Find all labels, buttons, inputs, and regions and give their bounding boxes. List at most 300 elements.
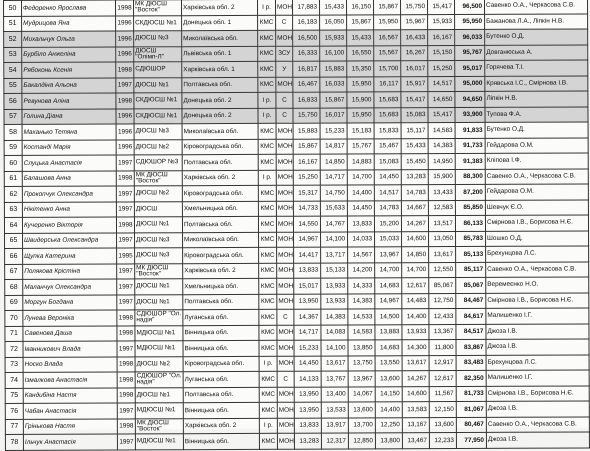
- score-cell: 13,283: [294, 433, 321, 449]
- score-cell: 14,517: [374, 185, 401, 201]
- score-cell: 14,500: [375, 309, 402, 325]
- coach-cell: Савенко О.А., Черкасова С.В.: [484, 0, 587, 14]
- score-cell: 16,150: [346, 0, 373, 15]
- coach-cell: Шошко О.Д.: [486, 230, 589, 246]
- score-cell: 13,833: [294, 418, 321, 434]
- name-cell: Мудрицова Яна: [22, 16, 116, 32]
- rank-cell: КМС: [259, 232, 277, 248]
- score-cell: 15,033: [375, 231, 402, 247]
- score-cell: 11,567: [429, 386, 456, 402]
- score-cell: 14,133: [294, 371, 321, 387]
- rank-cell: КМС: [259, 433, 277, 449]
- society-cell: МОН: [276, 216, 293, 232]
- coach-cell: Брехунцова Л.С.: [486, 246, 589, 262]
- coach-cell: Гейдарова О.М.: [485, 137, 588, 153]
- club-cell: ДЮСШ №2: [135, 356, 183, 372]
- place-cell: 56: [4, 93, 22, 109]
- society-cell: МОН: [276, 77, 293, 93]
- name-cell: Голина Діана: [22, 109, 116, 125]
- place-cell: 71: [5, 326, 23, 342]
- society-cell: С: [277, 371, 294, 387]
- score-cell: 13,967: [348, 371, 375, 387]
- score-cell: 15,417: [401, 92, 428, 108]
- region-cell: Львівська обл. 1: [182, 46, 258, 62]
- region-cell: Полтавська обл.: [182, 154, 258, 170]
- name-cell: Кучеренко Вікторія: [22, 217, 116, 233]
- year-cell: 1998: [117, 310, 135, 326]
- score-cell: 14,733: [293, 201, 320, 217]
- club-cell: СДЮШОР №3: [134, 155, 182, 171]
- rank-cell: I р.: [259, 418, 277, 434]
- year-cell: 1998: [116, 62, 134, 78]
- score-cell: 16,467: [293, 77, 320, 93]
- score-cell: 14,517: [428, 76, 455, 92]
- rank-cell: КМС: [259, 387, 277, 403]
- place-cell: 72: [5, 341, 23, 357]
- score-cell: 13,617: [402, 355, 429, 371]
- total-cell: 91,383: [455, 153, 485, 169]
- year-cell: 1997: [116, 77, 134, 93]
- society-cell: С: [276, 108, 293, 124]
- score-cell: 14,600: [402, 231, 429, 247]
- region-cell: Вінницька обл.: [183, 325, 259, 341]
- club-cell: СКДЮСШ №1: [134, 93, 182, 109]
- score-cell: 13,600: [348, 402, 375, 418]
- coach-cell: Савенко О.А., Черкасова С.В.: [485, 168, 588, 184]
- score-cell: 14,400: [347, 185, 374, 201]
- total-cell: 85,117: [456, 262, 486, 278]
- region-cell: Полтавська обл.: [182, 77, 258, 93]
- score-cell: 16,567: [374, 30, 401, 46]
- club-cell: МК ДЮСШ "Восток": [134, 0, 182, 15]
- year-cell: 1998: [116, 217, 134, 233]
- society-cell: МОН: [275, 0, 292, 15]
- place-cell: 62: [4, 186, 22, 202]
- coach-cell: Крявська І.С., Смірнова І.В.: [485, 75, 588, 91]
- year-cell: 1997: [117, 434, 135, 450]
- score-cell: 15,133: [321, 262, 348, 278]
- region-cell: Кіровоградська обл.: [183, 247, 259, 263]
- year-cell: 1997: [117, 341, 135, 357]
- score-cell: 16,267: [401, 45, 428, 61]
- place-cell: 54: [4, 62, 22, 78]
- score-cell: 15,750: [293, 108, 320, 124]
- club-cell: ДЮСШ №3: [135, 232, 183, 248]
- name-cell: Чабан Анастасія: [23, 403, 117, 419]
- name-cell: Лунева Вероніка: [23, 310, 117, 326]
- place-cell: 63: [4, 202, 22, 218]
- score-cell: 13,833: [347, 216, 374, 232]
- score-cell: 15,450: [401, 154, 428, 170]
- score-cell: 15,317: [293, 185, 320, 201]
- coach-cell: Джоза І.В.: [486, 339, 589, 355]
- score-cell: 14,100: [321, 340, 348, 356]
- coach-cell: Бутенко О.Д.: [485, 122, 588, 138]
- score-cell: 14,033: [348, 231, 375, 247]
- name-cell: Балашова Анна: [22, 171, 116, 187]
- score-cell: 13,600: [429, 417, 456, 433]
- score-cell: 14,717: [320, 169, 347, 185]
- score-cell: 16,167: [428, 30, 455, 46]
- club-cell: СКДЮСШ №1: [134, 15, 182, 31]
- rank-cell: КМС: [259, 325, 277, 341]
- total-cell: 95,767: [455, 45, 485, 61]
- score-cell: 15,867: [347, 14, 374, 30]
- score-cell: 14,700: [375, 262, 402, 278]
- region-cell: Хмельницька обл.: [183, 278, 259, 294]
- name-cell: Маханько Тетяна: [22, 124, 116, 140]
- rank-cell: I р.: [259, 356, 277, 372]
- score-cell: 16,433: [401, 30, 428, 46]
- club-cell: ДЮСШ №2: [134, 186, 182, 202]
- total-cell: 77,950: [456, 432, 486, 448]
- coach-cell: Джоза І.В.: [486, 323, 589, 339]
- rank-cell: КМС: [258, 46, 276, 62]
- place-cell: 68: [5, 279, 23, 295]
- coach-cell: Гейдарова О.М.: [485, 184, 588, 200]
- place-cell: 59: [4, 140, 22, 156]
- score-cell: 14,767: [320, 216, 347, 232]
- score-cell: 13,933: [321, 278, 348, 294]
- score-cell: 14,300: [402, 340, 429, 356]
- year-cell: 1997: [117, 279, 135, 295]
- total-cell: 91,833: [455, 122, 485, 138]
- score-cell: 15,683: [374, 92, 401, 108]
- name-cell: Носко Влада: [23, 357, 117, 373]
- total-cell: 96,033: [455, 29, 485, 45]
- score-cell: 14,650: [428, 92, 455, 108]
- society-cell: МОН: [276, 201, 293, 217]
- score-cell: 13,950: [294, 387, 321, 403]
- score-cell: 14,383: [321, 309, 348, 325]
- score-cell: 14,967: [375, 293, 402, 309]
- society-cell: МОН: [277, 340, 294, 356]
- year-cell: 1995: [117, 248, 135, 264]
- score-cell: 12,250: [375, 417, 402, 433]
- score-cell: 13,400: [321, 386, 348, 402]
- place-cell: 50: [4, 0, 22, 16]
- club-cell: ДЮСШ №1: [135, 387, 183, 403]
- score-cell: 15,417: [427, 0, 454, 14]
- year-cell: 1998: [117, 418, 135, 434]
- score-cell: 15,867: [320, 92, 347, 108]
- score-cell: 15,250: [428, 61, 455, 77]
- rank-cell: КМС: [259, 278, 277, 294]
- coach-cell: Савенко О.А., Черкасова С.В.: [486, 416, 589, 432]
- year-cell: 1997: [116, 201, 134, 217]
- score-cell: 13,967: [375, 247, 402, 263]
- score-cell: 17,883: [292, 0, 319, 15]
- score-cell: 14,550: [293, 216, 320, 232]
- score-cell: 14,150: [375, 386, 402, 402]
- club-cell: МДЮСШ №1: [135, 434, 183, 450]
- year-cell: 1996: [116, 15, 134, 31]
- year-cell: 1998: [116, 93, 134, 109]
- club-cell: СДЮШОР "Ол. надія": [136, 372, 182, 386]
- year-cell: 1997: [117, 403, 135, 419]
- coach-cell: Тупова Ф.А.: [485, 106, 588, 122]
- score-cell: 13,950: [294, 294, 321, 310]
- society-cell: МОН: [277, 278, 294, 294]
- society-cell: МОН: [277, 325, 294, 341]
- region-cell: Харківська обл. 2: [183, 263, 259, 279]
- score-cell: 16,033: [320, 77, 347, 93]
- score-cell: 13,917: [321, 417, 348, 433]
- score-cell: 16,167: [293, 154, 320, 170]
- rank-cell: КМС: [258, 201, 276, 217]
- rank-cell: КМС: [258, 185, 276, 201]
- region-cell: Кіровоградська обл.: [183, 356, 259, 372]
- score-cell: 11,800: [429, 340, 456, 356]
- place-cell: 66: [5, 248, 23, 264]
- name-cell: Ільчук Анастасія: [23, 434, 117, 450]
- score-cell: 13,850: [348, 340, 375, 356]
- name-cell: Кандибіна Настя: [23, 388, 117, 404]
- society-cell: МОН: [277, 263, 294, 279]
- place-cell: 75: [5, 388, 23, 404]
- society-cell: С: [276, 15, 293, 31]
- score-cell: 12,233: [429, 433, 456, 449]
- club-cell: МК ДЮСШ "Восток": [134, 170, 182, 186]
- total-cell: 85,783: [456, 231, 486, 247]
- place-cell: 69: [5, 295, 23, 311]
- score-cell: 15,183: [347, 123, 374, 139]
- total-cell: 85,850: [455, 200, 485, 216]
- place-cell: 52: [4, 31, 22, 47]
- score-cell: 14,383: [348, 293, 375, 309]
- score-cell: 14,717: [294, 325, 321, 341]
- year-cell: 1998: [117, 325, 135, 341]
- year-cell: 1998: [117, 356, 135, 372]
- name-cell: Слуцька Анастасія: [22, 155, 116, 171]
- year-cell: 1998: [116, 170, 134, 186]
- score-cell: 16,117: [374, 76, 401, 92]
- score-cell: 13,600: [375, 371, 402, 387]
- score-cell: 15,700: [374, 61, 401, 77]
- total-cell: 85,067: [456, 277, 486, 293]
- score-cell: 15,933: [320, 30, 347, 46]
- region-cell: Полтавська обл.: [183, 387, 259, 403]
- year-cell: 1996: [116, 46, 134, 62]
- coach-cell: Горячева Т.І.: [485, 60, 588, 76]
- place-cell: 77: [5, 419, 23, 435]
- rank-cell: I р.: [257, 0, 275, 15]
- score-cell: 16,833: [293, 92, 320, 108]
- score-cell: 13,950: [294, 402, 321, 418]
- total-cell: 94,650: [455, 91, 485, 107]
- year-cell: 1997: [117, 294, 135, 310]
- score-cell: 15,967: [401, 14, 428, 30]
- society-cell: МОН: [276, 154, 293, 170]
- rank-cell: КМС: [258, 61, 276, 77]
- region-cell: Миколаївська обл.: [182, 30, 258, 46]
- score-cell: 14,850: [402, 247, 429, 263]
- score-cell: 15,433: [347, 30, 374, 46]
- coach-cell: Шевчук Є.О.: [485, 199, 588, 215]
- club-cell: ДЮСШ №3: [134, 31, 182, 47]
- region-cell: Донецька обл. 1: [182, 15, 258, 31]
- score-cell: 13,583: [402, 402, 429, 418]
- society-cell: С: [276, 92, 293, 108]
- score-cell: 14,567: [348, 247, 375, 263]
- score-cell: 12,750: [429, 293, 456, 309]
- club-cell: ДЮСШ №1: [135, 294, 183, 310]
- name-cell: Михальчук Ольга: [22, 31, 116, 47]
- society-cell: МОН: [276, 185, 293, 201]
- score-cell: 14,400: [375, 402, 402, 418]
- total-cell: 83,483: [456, 355, 486, 371]
- club-cell: ДЮСШ "Олімп-Л": [134, 46, 182, 62]
- score-cell: 14,883: [347, 154, 374, 170]
- score-cell: 16,050: [320, 15, 347, 31]
- name-cell: Моргун Богдана: [23, 295, 117, 311]
- society-cell: МОН: [277, 232, 294, 248]
- score-cell: 15,900: [428, 169, 455, 185]
- society-cell: МОН: [277, 387, 294, 403]
- rank-cell: КМС: [259, 371, 277, 387]
- score-cell: 14,450: [374, 169, 401, 185]
- score-cell: 13,533: [321, 402, 348, 418]
- region-cell: Луганська обл.: [183, 309, 259, 325]
- year-cell: 1997: [116, 186, 134, 202]
- total-cell: 95,000: [455, 76, 485, 92]
- region-cell: Харківська обл. 1: [182, 61, 258, 77]
- place-cell: 73: [5, 357, 23, 373]
- year-cell: 1996: [116, 124, 134, 140]
- score-cell: 14,750: [320, 185, 347, 201]
- score-cell: 15,833: [374, 123, 401, 139]
- score-cell: 13,800: [375, 433, 402, 449]
- score-cell: 15,433: [401, 138, 428, 154]
- score-cell: 13,617: [429, 247, 456, 263]
- score-cell: 13,717: [321, 247, 348, 263]
- region-cell: Вінницька обл.: [183, 433, 259, 449]
- score-cell: 14,367: [294, 309, 321, 325]
- score-cell: 14,100: [321, 231, 348, 247]
- place-cell: 70: [5, 310, 23, 326]
- region-cell: Вінницька обл.: [183, 340, 259, 356]
- coach-cell: Малишенко І.Г.: [486, 308, 589, 324]
- year-cell: 1997: [117, 263, 135, 279]
- coach-cell: Веремеєнко Н.О.: [486, 277, 589, 293]
- score-cell: 15,150: [428, 45, 455, 61]
- score-cell: 15,950: [374, 14, 401, 30]
- year-cell: 1998: [117, 372, 135, 388]
- coach-cell: Смірнова І.В., Борисова Н.Є.: [486, 292, 589, 308]
- table-body: [4, 0, 590, 450]
- region-cell: Миколаївська обл.: [182, 123, 258, 139]
- score-cell: 15,917: [401, 76, 428, 92]
- rank-cell: I р.: [258, 108, 276, 124]
- society-cell: МОН: [276, 170, 293, 186]
- society-cell: ЗСУ: [276, 46, 293, 62]
- rank-cell: I р.: [258, 92, 276, 108]
- name-cell: Костанді Марія: [22, 140, 116, 156]
- score-cell: 13,467: [402, 433, 429, 449]
- score-cell: 15,767: [347, 138, 374, 154]
- society-cell: МОН: [277, 418, 294, 434]
- score-cell: 14,450: [294, 356, 321, 372]
- score-cell: 14,850: [320, 154, 347, 170]
- club-cell: СДЮШОР "Ол. надія": [136, 310, 182, 324]
- score-cell: 15,867: [373, 0, 400, 14]
- coach-cell: Джоза І.В.: [486, 401, 589, 417]
- score-cell: 12,150: [429, 402, 456, 418]
- place-cell: 64: [4, 217, 22, 233]
- club-cell: ДЮСШ №3: [135, 248, 183, 264]
- club-cell: ДЮСШ №2: [134, 139, 182, 155]
- score-cell: 15,250: [293, 170, 320, 186]
- score-cell: 14,683: [375, 278, 402, 294]
- total-cell: 81,067: [456, 401, 486, 417]
- score-cell: 15,950: [347, 76, 374, 92]
- rank-cell: КМС: [258, 15, 276, 31]
- score-cell: 13,750: [348, 355, 375, 371]
- score-cell: 14,200: [348, 262, 375, 278]
- score-cell: 16,550: [347, 45, 374, 61]
- score-cell: 15,567: [374, 45, 401, 61]
- club-cell: МДЮСШ №1: [135, 325, 183, 341]
- year-cell: 1996: [116, 139, 134, 155]
- score-cell: 15,683: [374, 107, 401, 123]
- score-cell: 14,400: [402, 309, 429, 325]
- table-row: [5, 432, 589, 450]
- region-cell: Полтавська обл.: [183, 294, 259, 310]
- score-cell: 12,550: [429, 262, 456, 278]
- region-cell: Хмельницька обл.: [182, 201, 258, 217]
- score-cell: 14,783: [374, 200, 401, 216]
- place-cell: 57: [4, 109, 22, 125]
- score-cell: 14,700: [402, 262, 429, 278]
- place-cell: 61: [4, 171, 22, 187]
- region-cell: Миколаївська обл.: [183, 232, 259, 248]
- region-cell: Харківська обл. 2: [182, 0, 258, 15]
- score-cell: 12,850: [348, 433, 375, 449]
- region-cell: Кіровоградська обл.: [182, 139, 258, 155]
- score-cell: 13,283: [401, 169, 428, 185]
- name-cell: Рябоконь Ксенія: [22, 62, 116, 78]
- score-cell: 12,583: [428, 200, 455, 216]
- place-cell: 51: [4, 16, 22, 32]
- place-cell: 78: [5, 434, 23, 450]
- score-cell: 15,950: [347, 107, 374, 123]
- society-cell: МОН: [276, 30, 293, 46]
- score-cell: 13,617: [321, 355, 348, 371]
- total-cell: 84,517: [456, 324, 486, 340]
- score-cell: 13,767: [321, 371, 348, 387]
- score-cell: 16,333: [293, 46, 320, 62]
- rank-cell: КМС: [258, 77, 276, 93]
- rank-cell: КМС: [258, 139, 276, 155]
- club-cell: МДЮСШ №1: [135, 341, 183, 357]
- club-cell: МДЮСШ №1: [135, 403, 183, 419]
- score-cell: 13,933: [402, 324, 429, 340]
- score-cell: 15,900: [347, 92, 374, 108]
- club-cell: СКДЮСШ №1: [134, 108, 182, 124]
- name-cell: Бакалдіна Альона: [22, 78, 116, 94]
- score-cell: 14,583: [428, 123, 455, 139]
- total-cell: 95,017: [455, 60, 485, 76]
- club-cell: ДЮСШ: [134, 201, 182, 217]
- score-cell: 12,433: [429, 309, 456, 325]
- club-cell: МК ДЮСШ "Восток": [135, 263, 183, 279]
- name-cell: Прокопчук Олександра: [22, 186, 116, 202]
- society-cell: МОН: [277, 433, 294, 449]
- place-cell: 60: [4, 155, 22, 171]
- rank-cell: I р.: [258, 170, 276, 186]
- name-cell: Ізмалкова Анастасія: [23, 372, 117, 388]
- region-cell: Донецька обл. 2: [182, 108, 258, 124]
